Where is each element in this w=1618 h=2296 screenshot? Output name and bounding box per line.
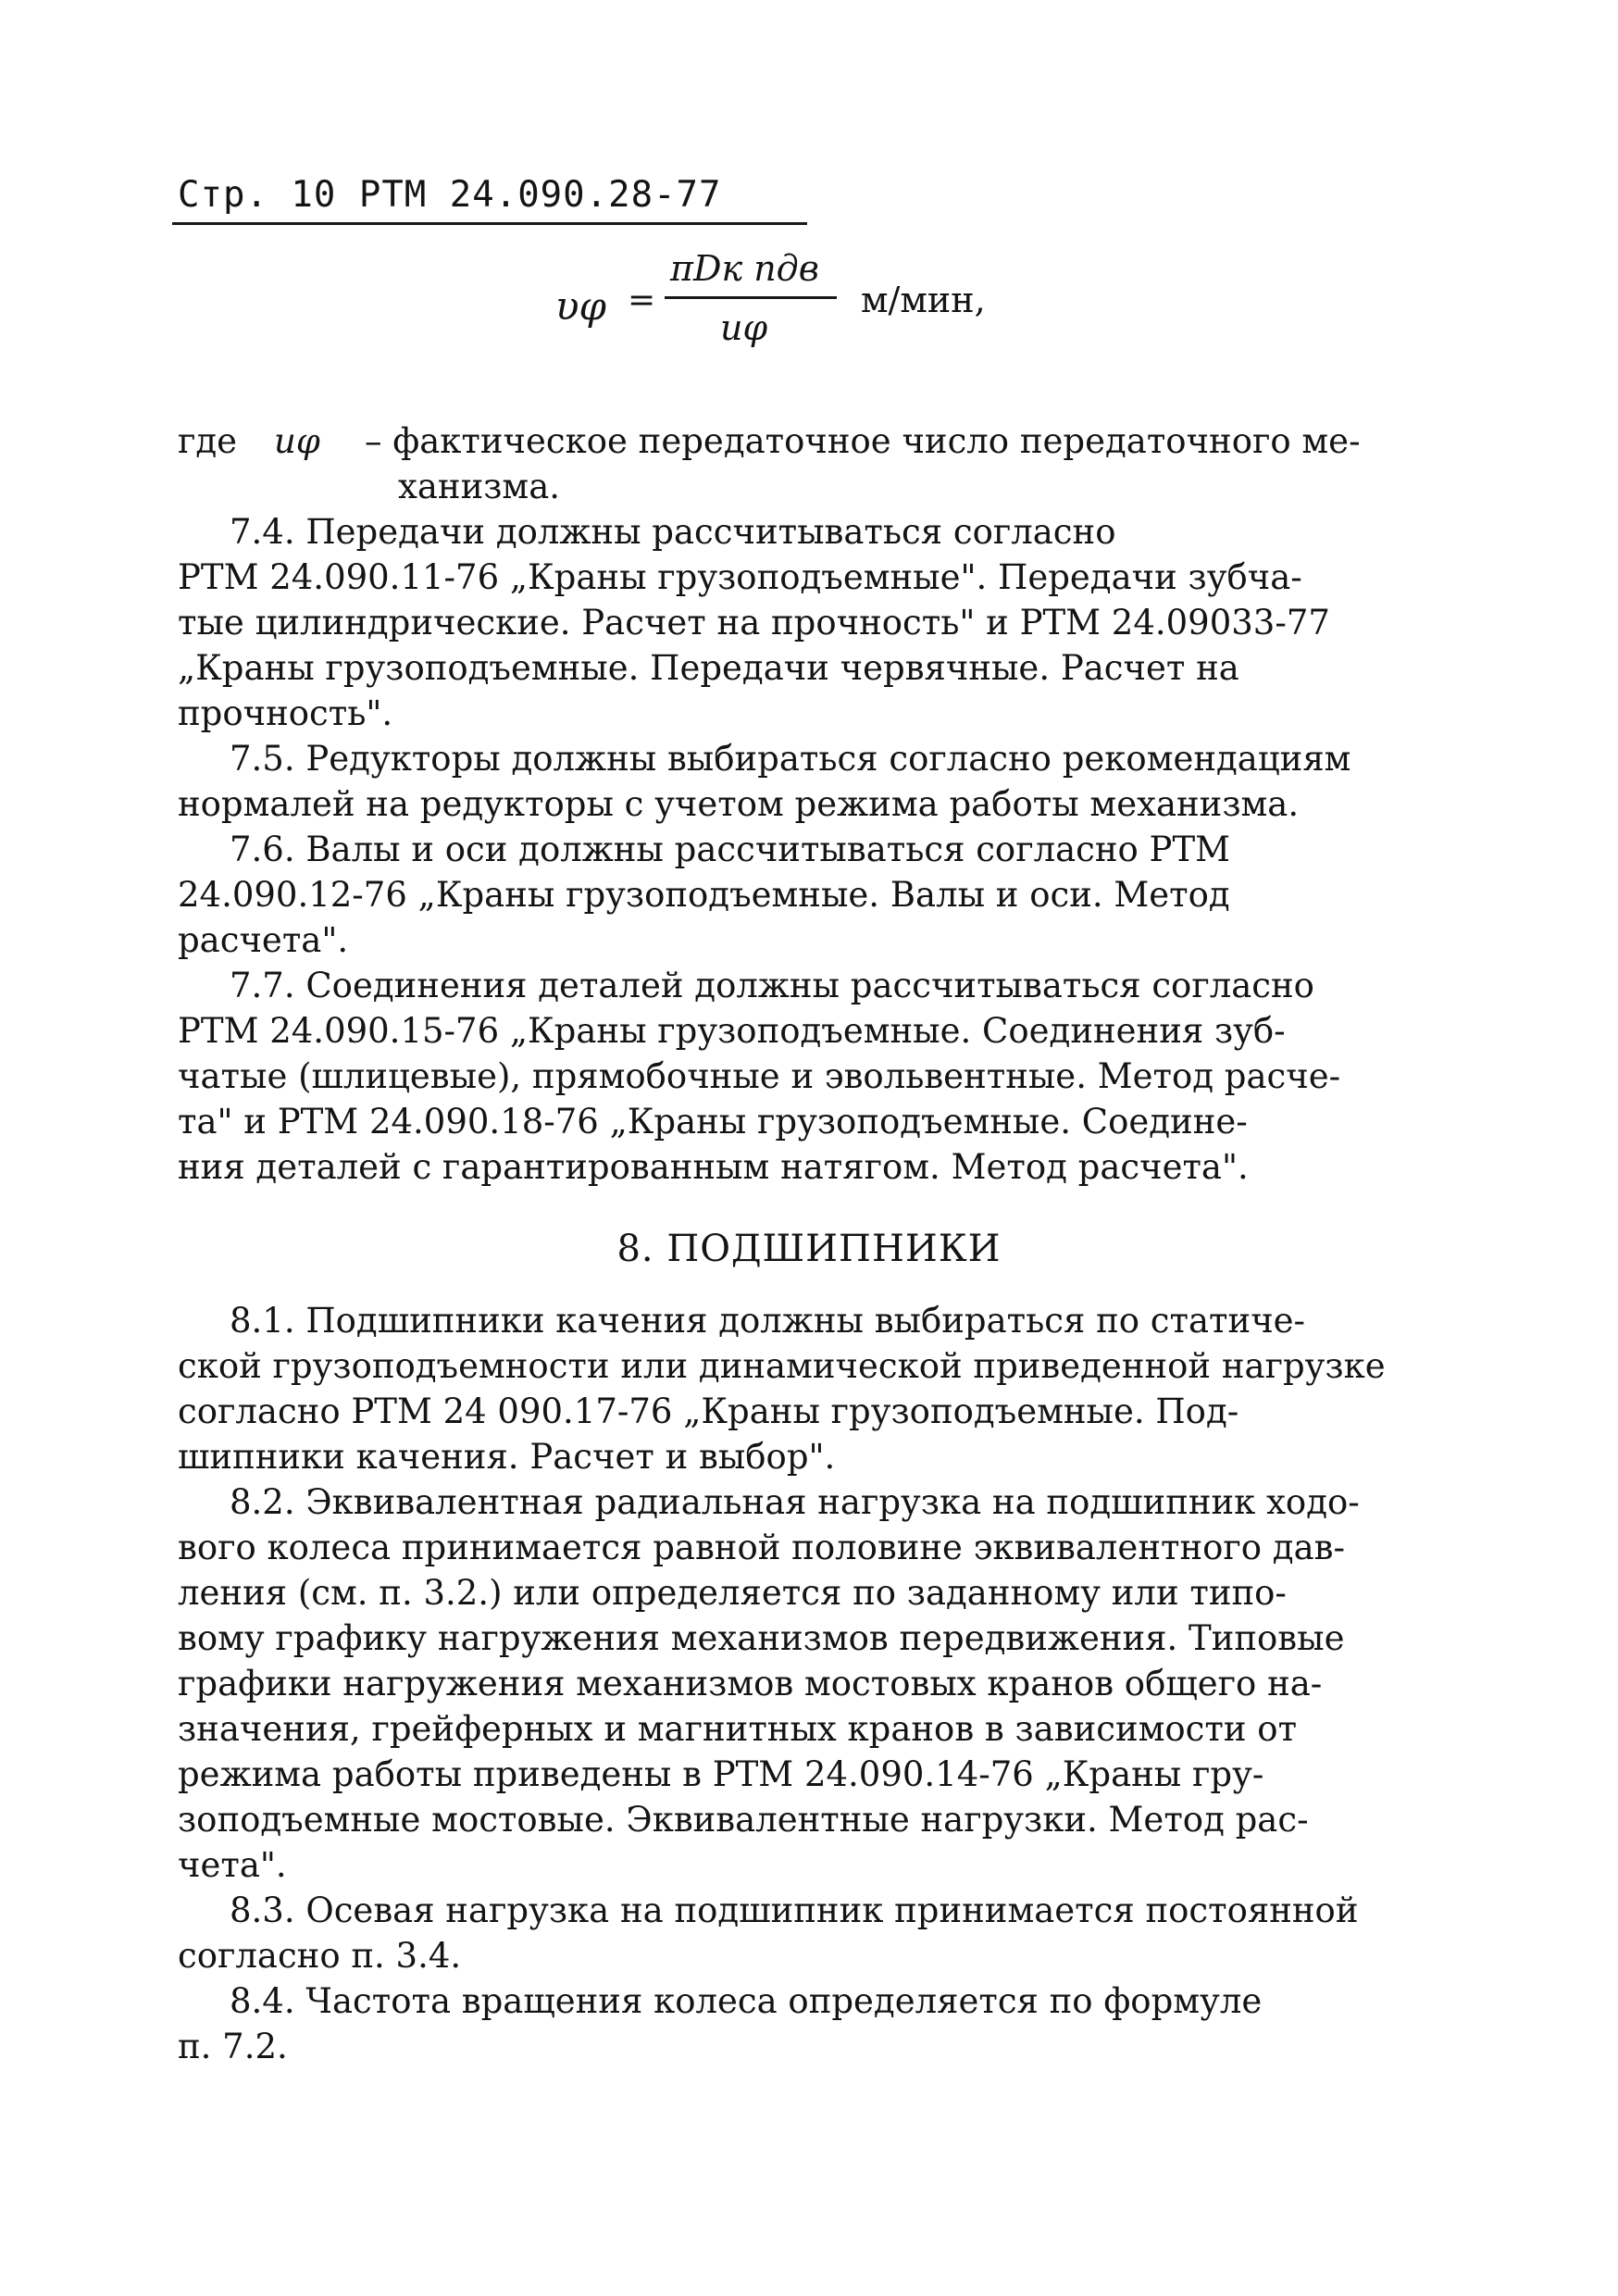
where-line: – фактическое передаточное число передаточного ме- — [365, 421, 1361, 461]
text-line: режима работы приведены в РТМ 24.090.14-76 „Краны гру- — [178, 1754, 1264, 1794]
formula-lhs: υφ — [555, 283, 606, 329]
text-line: 8.4. Частота вращения колеса определяется по формуле — [230, 1981, 1263, 2021]
text-line: ния деталей с гарантированным натягом. Метод расчета". — [178, 1147, 1249, 1187]
text-line: та" и РТМ 24.090.18-76 „Краны грузоподъемные. Соедине- — [178, 1102, 1248, 1142]
text-line: 7.5. Редукторы должны выбираться согласно рекомендациям — [230, 739, 1351, 779]
text-line: 8.3. Осевая нагрузка на подшипник принимается постоянной — [230, 1890, 1359, 1930]
where-variable: uφ — [274, 421, 320, 461]
text-line: согласно РТМ 24 090.17-76 „Краны грузоподъемные. Под- — [178, 1391, 1239, 1431]
where-label: где — [178, 421, 238, 461]
paragraphs-section-8 — [178, 1298, 1446, 2069]
text-line: шипники качения. Расчет и выбор". — [178, 1437, 836, 1477]
paragraphs-section-7 — [178, 509, 1446, 1190]
text-line: прочность". — [178, 693, 393, 733]
text-line: ской грузоподъемности или динамической приведенной нагрузке — [178, 1346, 1386, 1386]
speed-formula — [555, 248, 1074, 359]
formula-numerator: πDк nдв — [670, 248, 819, 289]
where-line: ханизма. — [398, 467, 561, 506]
text-line: 8.2. Эквивалентная радиальная нагрузка на подшипник ходо- — [230, 1482, 1360, 1522]
formula-denominator: uφ — [720, 307, 768, 348]
text-line: 24.090.12-76 „Краны грузоподъемные. Валы и оси. Метод — [178, 875, 1230, 915]
text-line: нормалей на редукторы с учетом режима работы механизма. — [178, 784, 1300, 824]
page-header: Стр. 10 РТМ 24.090.28-77 — [178, 174, 722, 216]
where-definition — [365, 418, 1446, 509]
text-line: согласно п. 3.4. — [178, 1936, 462, 1976]
fraction-bar — [665, 296, 837, 299]
text-line: значения, грейферных и магнитных кранов в зависимости от — [178, 1709, 1298, 1749]
text-line: графики нагружения механизмов мостовых кранов общего на- — [178, 1664, 1323, 1703]
text-line: вому графику нагружения механизмов передвижения. Типовые — [178, 1618, 1345, 1658]
text-line: РТМ 24.090.15-76 „Краны грузоподъемные. Соединения зуб- — [178, 1011, 1286, 1051]
text-line: расчета". — [178, 920, 349, 960]
text-line: 7.6. Валы и оси должны рассчитываться согласно РТМ — [230, 830, 1231, 869]
text-line: вого колеса принимается равной половине эквивалентного дав- — [178, 1528, 1345, 1567]
text-line: п. 7.2. — [178, 2027, 288, 2066]
formula-equals: = — [628, 281, 656, 319]
formula-unit: м/мин, — [861, 280, 986, 320]
section-heading: 8. ПОДШИПНИКИ — [616, 1228, 1002, 1270]
text-line: чатые (шлицевые), прямобочные и эвольвентные. Метод расче- — [178, 1056, 1341, 1096]
text-line: 8.1. Подшипники качения должны выбираться по статиче- — [230, 1301, 1306, 1341]
text-line: тые цилиндрические. Расчет на прочность" и РТМ 24.09033-77 — [178, 603, 1330, 643]
text-line: РТМ 24.090.11-76 „Краны грузоподъемные". Передачи зубча- — [178, 557, 1302, 597]
text-line: зоподъемные мостовые. Эквивалентные нагрузки. Метод рас- — [178, 1800, 1309, 1840]
text-line: 7.4. Передачи должны рассчитываться согласно — [230, 512, 1116, 552]
text-line: „Краны грузоподъемные. Передачи червячные. Расчет на — [178, 648, 1239, 688]
text-line: ления (см. п. 3.2.) или определяется по заданному или типо- — [178, 1573, 1287, 1613]
text-line: 7.7. Соединения деталей должны рассчитываться согласно — [230, 966, 1314, 1005]
header-rule — [172, 222, 807, 225]
text-line: чета". — [178, 1845, 287, 1885]
